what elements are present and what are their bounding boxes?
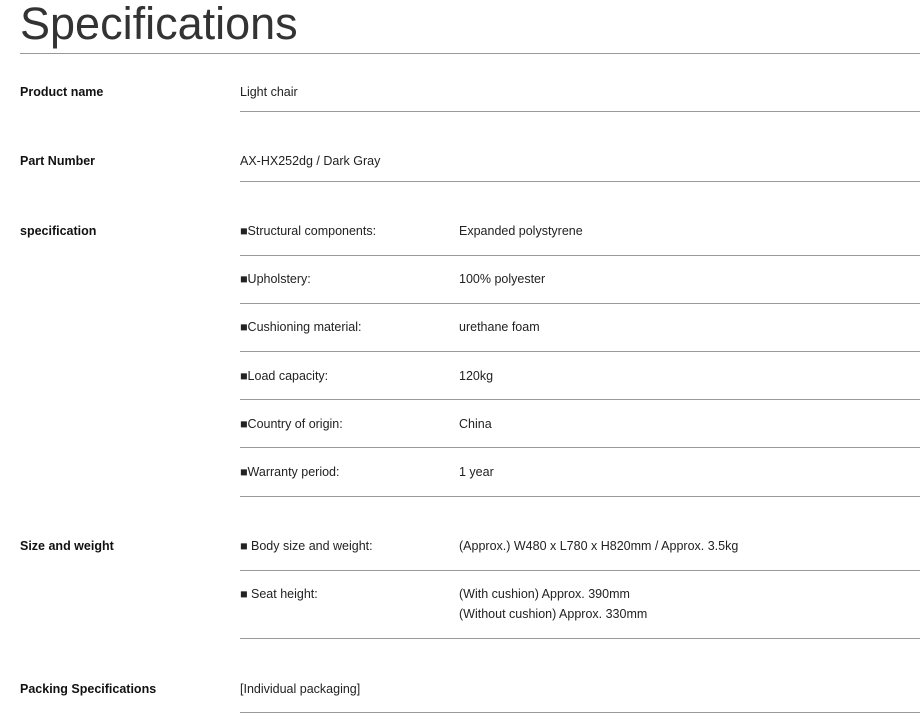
product-name-label: Product name: [20, 85, 104, 99]
size-key-body: ■ Body size and weight:: [240, 539, 373, 553]
row-divider: [240, 399, 920, 400]
row-divider: [240, 638, 920, 639]
size-key-seat-height: ■ Seat height:: [240, 587, 318, 601]
part-number-label: Part Number: [20, 154, 96, 168]
spec-key-load: ■Load capacity:: [240, 369, 329, 383]
part-number-value: AX-HX252dg / Dark Gray: [240, 154, 381, 168]
size-value-body: (Approx.) W480 x L780 x H820mm / Approx. 3.5kg: [459, 539, 739, 553]
spec-key-warranty: ■Warranty period:: [240, 465, 340, 479]
title-divider: [20, 53, 920, 54]
size-value-seat-height-with: (With cushion) Approx. 390mm: [459, 587, 630, 601]
row-divider: [240, 303, 920, 304]
size-weight-label: Size and weight: [20, 539, 114, 553]
packing-label: Packing Specifications: [20, 682, 157, 696]
row-divider: [240, 181, 920, 182]
product-name-value: Light chair: [240, 85, 298, 99]
row-divider: [240, 496, 920, 497]
size-value-seat-height-without: (Without cushion) Approx. 330mm: [459, 607, 648, 621]
row-divider: [240, 712, 920, 713]
spec-value-warranty: 1 year: [459, 465, 494, 479]
spec-key-structural: ■Structural components:: [240, 224, 377, 238]
page-title: Specifications: [20, 0, 298, 49]
spec-value-origin: China: [459, 417, 492, 431]
spec-value-load: 120kg: [459, 369, 494, 383]
row-divider: [240, 255, 920, 256]
spec-value-cushioning: urethane foam: [459, 320, 540, 334]
specification-label: specification: [20, 224, 97, 238]
row-divider: [240, 447, 920, 448]
spec-value-structural: Expanded polystyrene: [459, 224, 583, 238]
row-divider: [240, 351, 920, 352]
spec-key-cushioning: ■Cushioning material:: [240, 320, 362, 334]
packing-value: [Individual packaging]: [240, 682, 361, 696]
row-divider: [240, 111, 920, 112]
spec-value-upholstery: 100% polyester: [459, 272, 546, 286]
spec-key-origin: ■Country of origin:: [240, 417, 343, 431]
row-divider: [240, 570, 920, 571]
spec-key-upholstery: ■Upholstery:: [240, 272, 311, 286]
